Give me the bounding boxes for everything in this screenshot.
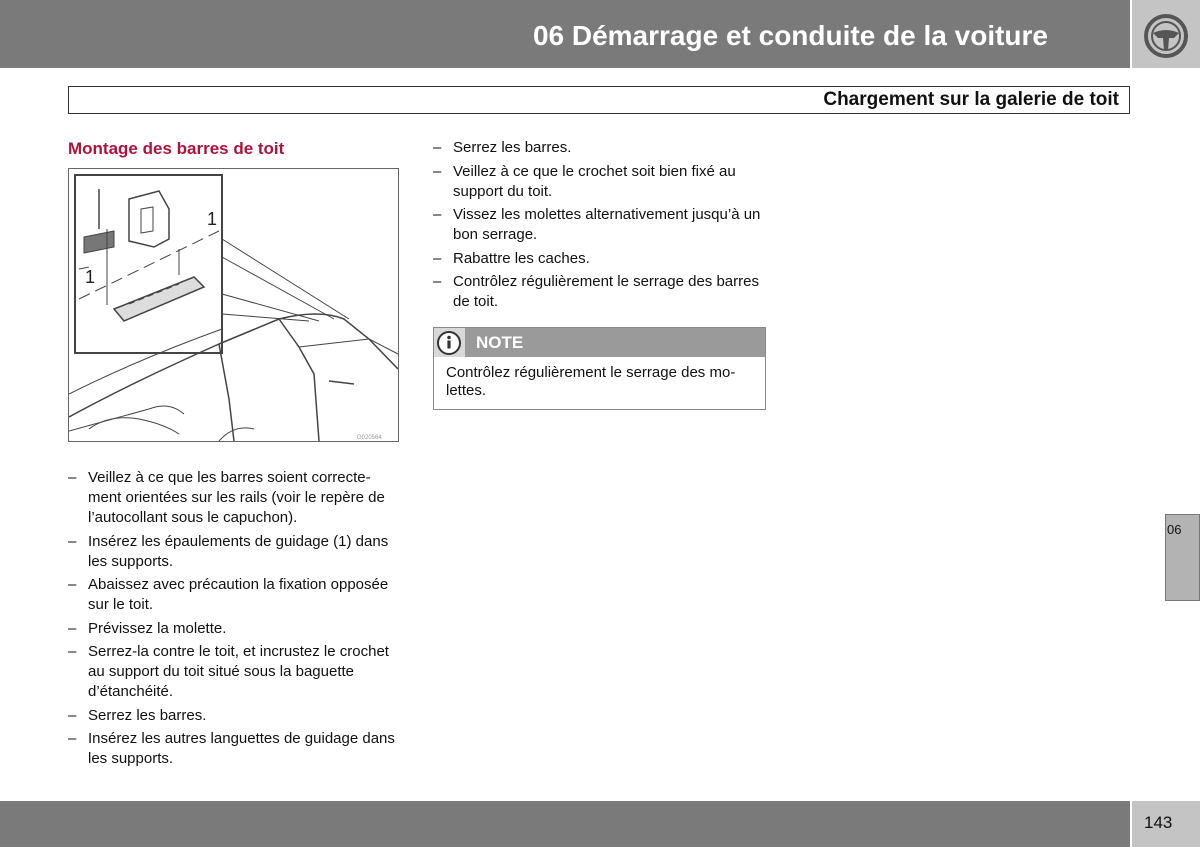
info-icon — [434, 328, 465, 357]
steering-wheel-icon — [1132, 0, 1200, 68]
right-step-list — [433, 138, 768, 316]
subsection-heading: Montage des barres de toit — [68, 139, 285, 158]
figure-callout-1: 1 — [207, 209, 218, 229]
left-step-list — [68, 468, 398, 773]
note-header — [434, 328, 765, 357]
list-item: – Abaissez avec précaution la fixation opposée sur le toit. — [68, 576, 389, 613]
note-text: Contrôlez régulièrement le serrage des molettes. — [446, 364, 736, 399]
chapter-icon-box — [1132, 0, 1200, 68]
list-item: – Veillez à ce que le crochet soit bien fixé au support du toit. — [433, 162, 736, 200]
roof-bar-drawing — [69, 169, 398, 441]
list-item: – Veillez à ce que les barres soient correctement orientées sur les rails (voir le repère de l’autocollant sous le capuchon). — [68, 469, 385, 526]
roof-bar-illustration — [68, 168, 399, 442]
list-item: – Insérez les autres languettes de guidage dans les supports. — [68, 730, 395, 767]
chapter-title: 06 Démarrage et conduite de la voiture — [532, 20, 1048, 51]
figure-callout-1-lower: 1 — [85, 267, 96, 287]
section-title-box — [68, 86, 1130, 114]
footer-bar — [0, 801, 1130, 847]
chapter-header-bar — [0, 0, 1130, 68]
list-item: – Rabattre les caches. — [433, 249, 590, 267]
list-item: – Vissez les molettes alternativement jusqu’à un bon serrage. — [433, 206, 761, 243]
list-item: – Serrez les barres. — [68, 706, 207, 724]
list-item: – Contrôlez régulièrement le serrage des barres de toit. — [433, 273, 759, 310]
list-item: – Serrez-la contre le toit, et incrustez le crochet au support du toit situé sous la baguette d’étanchéité. — [68, 643, 389, 700]
chapter-side-tab — [1165, 514, 1200, 601]
note-label: NOTE — [476, 333, 524, 352]
page-number-box — [1132, 801, 1200, 847]
note-box — [433, 327, 766, 410]
section-title: Chargement sur la galerie de toit — [823, 89, 1119, 110]
list-item: – Insérez les épaulements de guidage (1) dans les supports. — [68, 532, 389, 570]
note-icon-cell — [434, 328, 465, 357]
page-number: 143 — [1144, 813, 1173, 832]
chapter-side-tab-label: 06 — [1167, 522, 1182, 537]
list-item: – Prévissez la molette. — [68, 619, 227, 637]
list-item: – Serrez les barres. — [433, 139, 572, 156]
figure-image-code: G020564 — [357, 435, 382, 441]
